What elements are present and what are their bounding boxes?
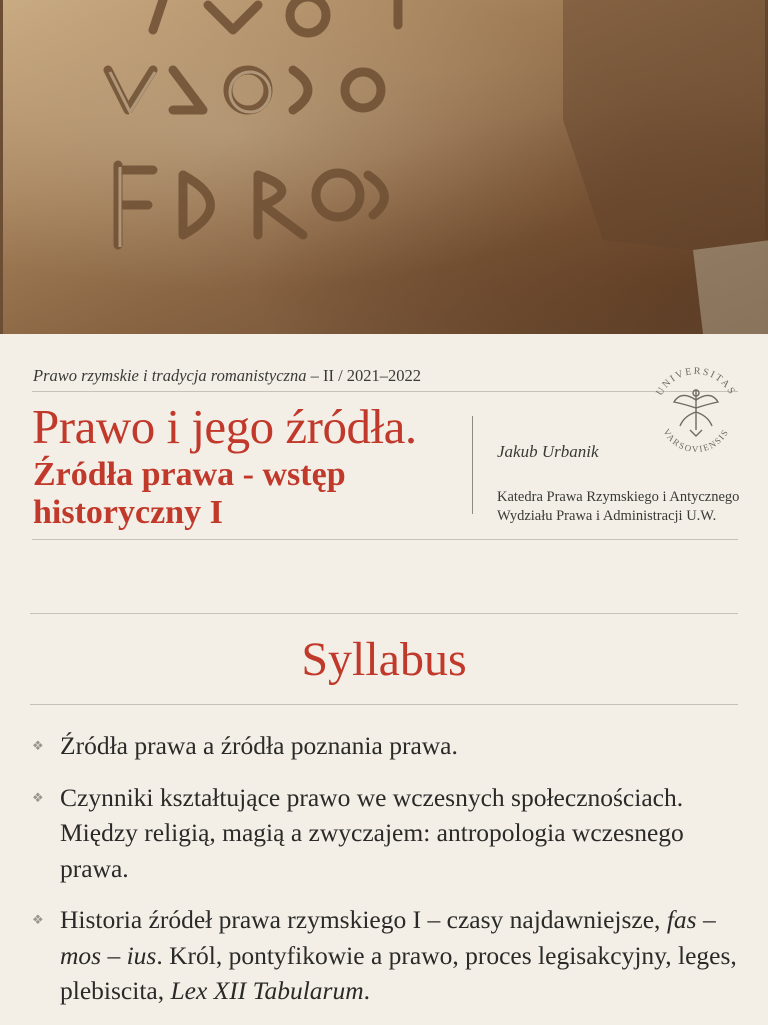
section-top-rule xyxy=(30,613,738,614)
course-term: – II / 2021–2022 xyxy=(306,366,422,385)
diamond-bullet-icon: ❖ xyxy=(32,738,44,753)
diamond-bullet-icon: ❖ xyxy=(32,912,44,927)
list-item-text: . Król, pontyfikowie a prawo, proces legisakcyjny, leges, plebiscita, xyxy=(60,940,737,1005)
department-line-1: Katedra Prawa Rzymskiego i Antycznego xyxy=(497,489,740,505)
seal-text-top: UNIVERSITAS xyxy=(654,365,738,398)
list-item-italic: Lex XII Tabularum xyxy=(170,976,364,1005)
page-subtitle: Źródła prawa - wstęp historyczny I xyxy=(33,456,346,531)
department xyxy=(497,488,739,526)
stone-inscription-graphic xyxy=(3,0,768,334)
svg-text:VARSOVIENSIS xyxy=(661,427,730,454)
header-divider xyxy=(472,416,473,514)
university-eagle-seal-icon xyxy=(646,360,746,460)
hero-image xyxy=(0,0,768,334)
department-line-2: Wydziału Prawa i Administracji U.W. xyxy=(497,508,717,524)
seal-text-bottom: VARSOVIENSIS xyxy=(661,427,731,455)
list-item-text: Czynniki kształtujące prawo we wczesnych społecznościach. Między religią, magią a zwyczajem: antropologia wczesnego prawa. xyxy=(60,782,684,883)
list-item xyxy=(30,780,740,887)
section-bottom-rule xyxy=(30,704,738,705)
course-name: Prawo rzymskie i tradycja romanistyczna xyxy=(33,366,307,385)
list-item-text: Źródła prawa a źródła poznania prawa. xyxy=(60,731,458,760)
list-item-text: Historia źródeł prawa rzymskiego I – czasy najdawniejsze, xyxy=(60,905,667,934)
list-item-text: . xyxy=(363,976,370,1005)
course-line xyxy=(33,366,421,386)
syllabus-list xyxy=(30,728,740,1025)
header-top-rule xyxy=(32,391,738,392)
list-item-italic: fas – mos – ius xyxy=(60,905,716,970)
header-bottom-rule xyxy=(32,539,738,540)
diamond-bullet-icon: ❖ xyxy=(32,789,44,805)
list-item xyxy=(30,728,740,764)
page-title: Prawo i jego źródła. xyxy=(32,399,417,454)
section-title: Syllabus xyxy=(301,633,467,686)
author-name: Jakub Urbanik xyxy=(497,442,599,461)
list-item xyxy=(30,902,740,1009)
